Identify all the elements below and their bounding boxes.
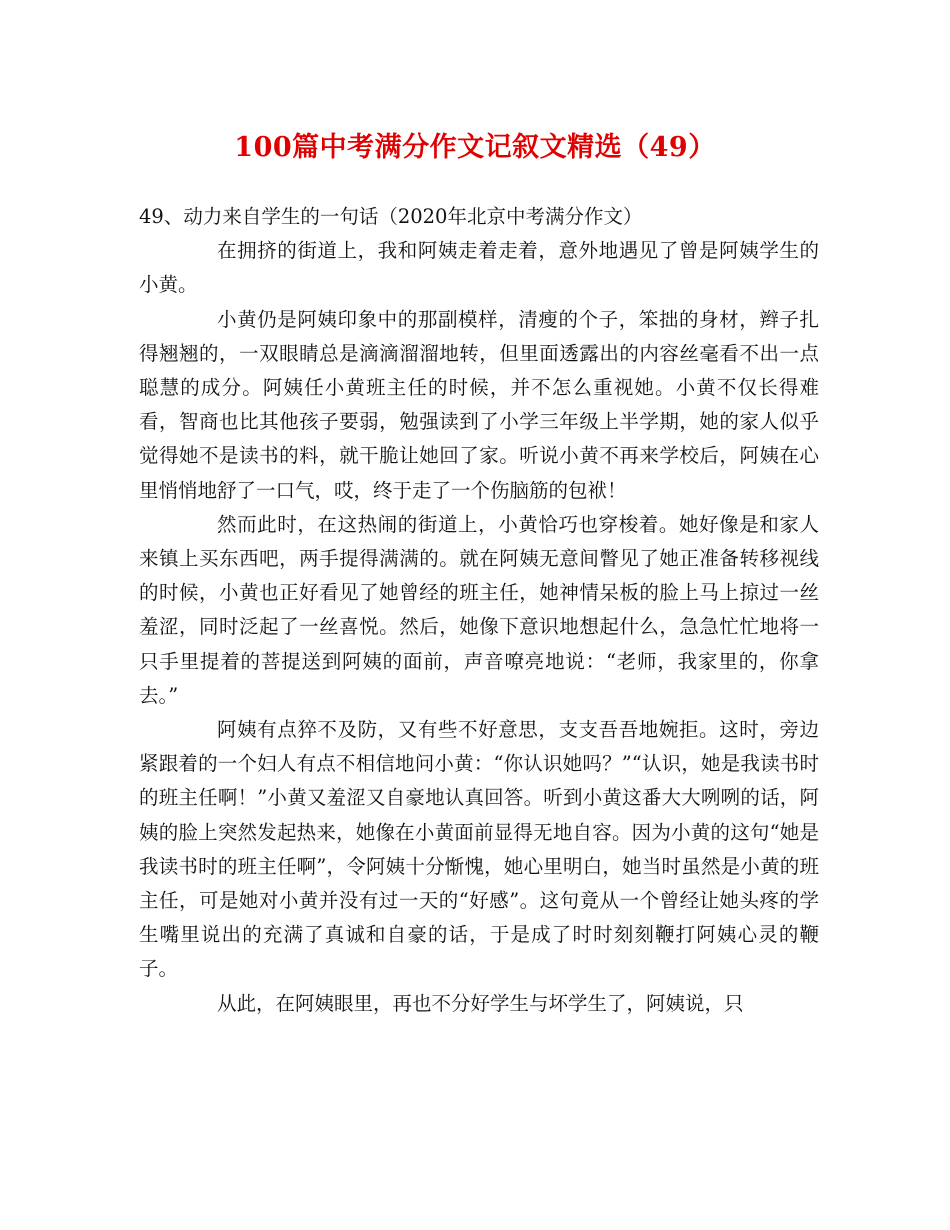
essay-heading: 49、动力来自学生的一句话（2020年北京中考满分作文） xyxy=(139,205,643,228)
paragraph-1: 在拥挤的街道上，我和阿姨走着走着，意外地遇见了曾是阿姨学生的小黄。 xyxy=(139,239,819,297)
paragraph-4: 阿姨有点猝不及防，又有些不好意思，支支吾吾地婉拒。这时，旁边紧跟着的一个妇人有点不相信地问小黄：“你认识她吗？”“认识，她是我读书时的班主任啊！”小黄又羞涩又自豪地认真回答。听到小黄这番大大咧咧的话，阿姨的脸上突然发起热来，她像在小黄面前显得无地自容。因为小黄的这句“她是我读书时的班主任啊”，令阿姨十分惭愧，她心里明白，她当时虽然是小黄的班主任，可是她对小黄并没有过一天的“好感”。这句竟从一个曾经让她头疼的学生嘴里说出的充满了真诚和自豪的话，于是成了时时刻刻鞭打阿姨心灵的鞭子。 xyxy=(139,718,819,981)
document-title: 100篇中考满分作文记叙文精选（49） xyxy=(234,132,716,163)
document-body xyxy=(139,200,819,1021)
paragraph-2: 小黄仍是阿姨印象中的那副模样，清瘦的个子，笨拙的身材，辫子扎得翘翘的，一双眼睛总是滴滴溜溜地转，但里面透露出的内容丝毫看不出一点聪慧的成分。阿姨任小黄班主任的时候，并不怎么重视她。小黄不仅长得难看，智商也比其他孩子要弱，勉强读到了小学三年级上半学期，她的家人似乎觉得她不是读书的料，就干脆让她回了家。听说小黄不再来学校后，阿姨在心里悄悄地舒了一口气，哎，终于走了一个伤脑筋的包袱！ xyxy=(139,307,819,502)
paragraph-5: 从此，在阿姨眼里，再也不分好学生与坏学生了，阿姨说，只 xyxy=(217,991,744,1015)
paragraph-3: 然而此时，在这热闹的街道上，小黄恰巧也穿梭着。她好像是和家人来镇上买东西吧，两手提得满满的。就在阿姨无意间瞥见了她正准备转移视线的时候，小黄也正好看见了她曾经的班主任，她神情呆板的脸上马上掠过一丝羞涩，同时泛起了一丝喜悦。然后，她像下意识地想起什么，急急忙忙地将一只手里提着的菩提送到阿姨的面前，声音嘹亮地说：“老师，我家里的，你拿去。” xyxy=(139,512,819,707)
